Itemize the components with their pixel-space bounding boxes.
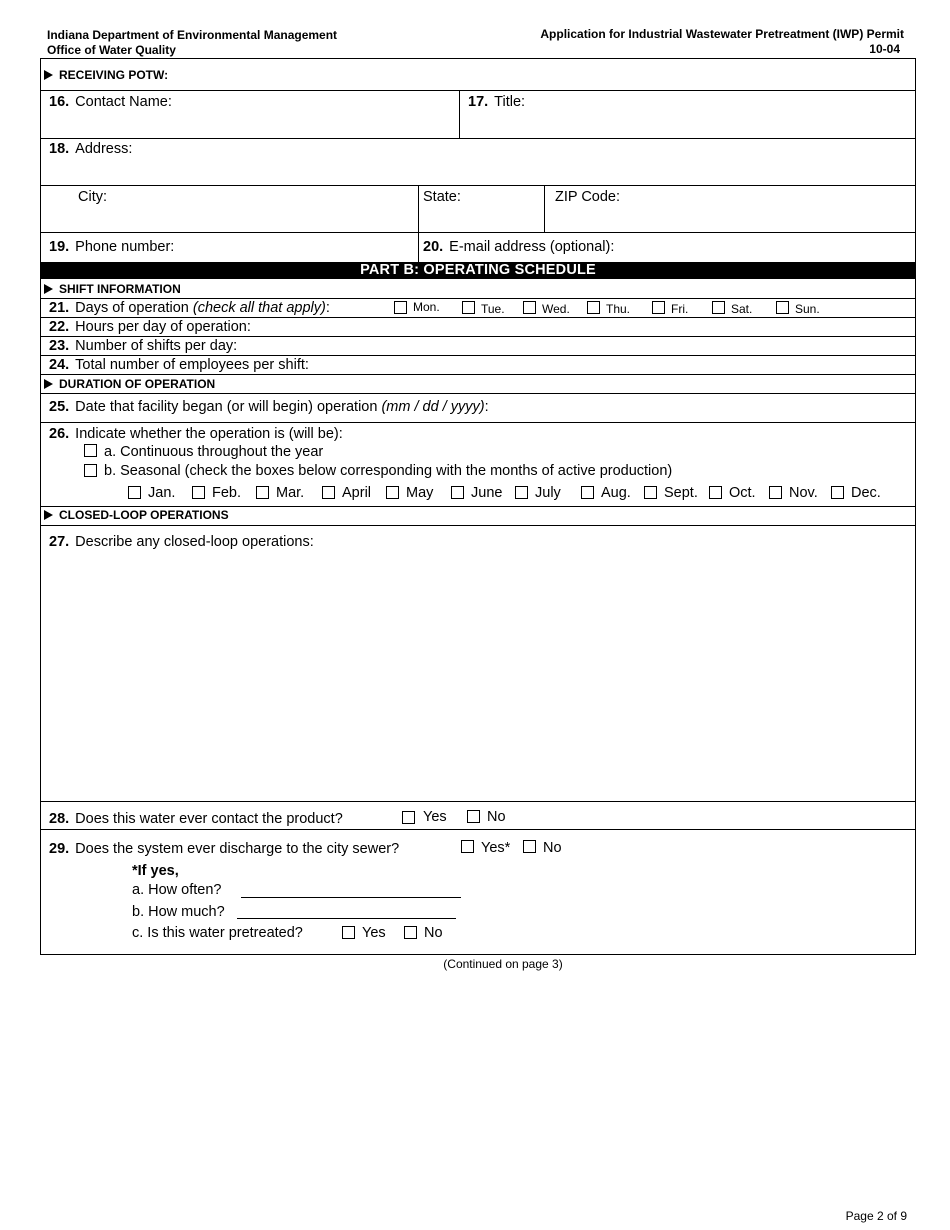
- q27-label: 27. Describe any closed-loop operations:: [49, 534, 314, 550]
- q20-label: 20. E-mail address (optional):: [423, 239, 615, 255]
- october-checkbox[interactable]: [709, 486, 722, 499]
- page-number: Page 2 of 9: [845, 1209, 907, 1223]
- december-label: Dec.: [851, 485, 881, 501]
- monday-label: Mon.: [413, 300, 440, 314]
- q26-label: 26. Indicate whether the operation is (will be):: [49, 426, 343, 442]
- august-checkbox[interactable]: [581, 486, 594, 499]
- zip-label: ZIP Code:: [555, 189, 621, 205]
- how-much-field[interactable]: [237, 918, 456, 919]
- february-label: Feb.: [212, 485, 242, 501]
- email-field[interactable]: [640, 235, 915, 260]
- seasonal-checkbox[interactable]: [84, 464, 97, 477]
- november-checkbox[interactable]: [769, 486, 782, 499]
- march-checkbox[interactable]: [256, 486, 269, 499]
- april-label: April: [342, 485, 372, 501]
- march-label: Mar.: [276, 485, 305, 501]
- arrow-icon: [44, 510, 53, 520]
- q29-yes-checkbox[interactable]: [461, 840, 474, 853]
- how-often-label: a. How often?: [132, 882, 222, 898]
- q28-yes-checkbox[interactable]: [402, 811, 415, 824]
- section-receiving-potw: RECEIVING POTW:: [44, 68, 168, 82]
- q23-label: 23. Number of shifts per day:: [49, 338, 238, 354]
- august-label: Aug.: [601, 485, 631, 501]
- divider: [40, 829, 916, 830]
- contact-name-field[interactable]: [41, 112, 458, 137]
- sunday-checkbox[interactable]: [776, 301, 789, 314]
- divider: [40, 393, 916, 394]
- may-checkbox[interactable]: [386, 486, 399, 499]
- pretreated-yes-checkbox[interactable]: [342, 926, 355, 939]
- december-checkbox[interactable]: [831, 486, 844, 499]
- part-b-heading: PART B: OPERATING SCHEDULE: [40, 262, 916, 279]
- january-label: Jan.: [148, 485, 176, 501]
- q21-label: 21. Days of operation (check all that apply):: [49, 300, 330, 316]
- october-label: Oct.: [729, 485, 756, 501]
- tuesday-label: Tue.: [481, 302, 505, 316]
- thursday-label: Thu.: [606, 302, 631, 316]
- pretreated-label: c. Is this water pretreated?: [132, 925, 303, 941]
- friday-checkbox[interactable]: [652, 301, 665, 314]
- divider: [40, 506, 916, 507]
- form-title: Application for Industrial Wastewater Pretreatment (IWP) Permit: [540, 27, 904, 41]
- sunday-label: Sun.: [795, 302, 820, 316]
- city-field[interactable]: [41, 207, 417, 231]
- state-label: State:: [423, 189, 461, 205]
- section-closed-loop-operations: CLOSED-LOOP OPERATIONS: [44, 508, 229, 522]
- divider: [40, 374, 916, 375]
- q29-yes-label: Yes*: [481, 840, 511, 856]
- june-label: June: [471, 485, 503, 501]
- continued-note: (Continued on page 3): [443, 957, 563, 971]
- saturday-label: Sat.: [731, 302, 753, 316]
- divider: [40, 525, 916, 526]
- continuous-label: a. Continuous throughout the year: [104, 444, 324, 460]
- q16-label: 16. Contact Name:: [49, 94, 172, 110]
- january-checkbox[interactable]: [128, 486, 141, 499]
- divider: [40, 138, 916, 139]
- divider: [40, 801, 916, 802]
- pretreated-no-checkbox[interactable]: [404, 926, 417, 939]
- form-code: 10-04: [869, 42, 900, 56]
- february-checkbox[interactable]: [192, 486, 205, 499]
- address-field[interactable]: [41, 159, 915, 184]
- city-label: City:: [78, 189, 107, 205]
- q25-label: 25. Date that facility began (or will begin) operation (mm / dd / yyyy):: [49, 399, 489, 415]
- q19-label: 19. Phone number:: [49, 239, 175, 255]
- may-label: May: [406, 485, 434, 501]
- q29-label: 29. Does the system ever discharge to the city sewer?: [49, 841, 400, 857]
- july-label: July: [535, 485, 561, 501]
- thursday-checkbox[interactable]: [587, 301, 600, 314]
- wednesday-checkbox[interactable]: [523, 301, 536, 314]
- july-checkbox[interactable]: [515, 486, 528, 499]
- agency-name: Indiana Department of Environmental Management: [47, 28, 338, 42]
- november-label: Nov.: [789, 485, 818, 501]
- if-yes-note: *If yes,: [132, 863, 179, 879]
- divider: [40, 185, 916, 186]
- start-date-field[interactable]: [530, 396, 910, 420]
- september-checkbox[interactable]: [644, 486, 657, 499]
- title-field[interactable]: [460, 112, 915, 137]
- hours-per-day-field[interactable]: [280, 318, 910, 335]
- pretreated-no-label: No: [424, 925, 443, 941]
- q28-label: 28. Does this water ever contact the product?: [49, 811, 343, 827]
- september-label: Sept.: [664, 485, 698, 501]
- zip-field[interactable]: [545, 207, 915, 231]
- q28-yes-label: Yes: [423, 809, 447, 825]
- wednesday-label: Wed.: [542, 302, 570, 316]
- phone-field[interactable]: [200, 235, 417, 260]
- shifts-per-day-field[interactable]: [260, 337, 910, 354]
- friday-label: Fri.: [671, 302, 689, 316]
- saturday-checkbox[interactable]: [712, 301, 725, 314]
- q22-label: 22. Hours per day of operation:: [49, 319, 251, 335]
- q18-label: 18. Address:: [49, 141, 133, 157]
- divider: [40, 232, 916, 233]
- divider: [40, 298, 916, 299]
- office-name: Office of Water Quality: [47, 43, 176, 57]
- seasonal-label: b. Seasonal (check the boxes below corresponding with the months of active production): [104, 463, 673, 479]
- q29-no-label: No: [543, 840, 562, 856]
- q28-no-checkbox[interactable]: [467, 810, 480, 823]
- continuous-checkbox[interactable]: [84, 444, 97, 457]
- q17-label: 17. Title:: [468, 94, 526, 110]
- section-duration-of-operation: DURATION OF OPERATION: [44, 377, 215, 391]
- q24-label: 24. Total number of employees per shift:: [49, 357, 309, 373]
- employees-per-shift-field[interactable]: [340, 356, 910, 373]
- q28-no-label: No: [487, 809, 506, 825]
- monday-checkbox[interactable]: [394, 301, 407, 314]
- section-shift-information: SHIFT INFORMATION: [44, 282, 181, 296]
- how-much-label: b. How much?: [132, 904, 225, 920]
- closed-loop-description-field[interactable]: [41, 555, 915, 799]
- april-checkbox[interactable]: [322, 486, 335, 499]
- arrow-icon: [44, 284, 53, 294]
- q29-no-checkbox[interactable]: [523, 840, 536, 853]
- divider: [40, 90, 916, 91]
- arrow-icon: [44, 379, 53, 389]
- how-often-field[interactable]: [241, 897, 461, 898]
- state-field[interactable]: [419, 207, 543, 231]
- arrow-icon: [44, 70, 53, 80]
- pretreated-yes-label: Yes: [362, 925, 386, 941]
- tuesday-checkbox[interactable]: [462, 301, 475, 314]
- june-checkbox[interactable]: [451, 486, 464, 499]
- divider: [40, 422, 916, 423]
